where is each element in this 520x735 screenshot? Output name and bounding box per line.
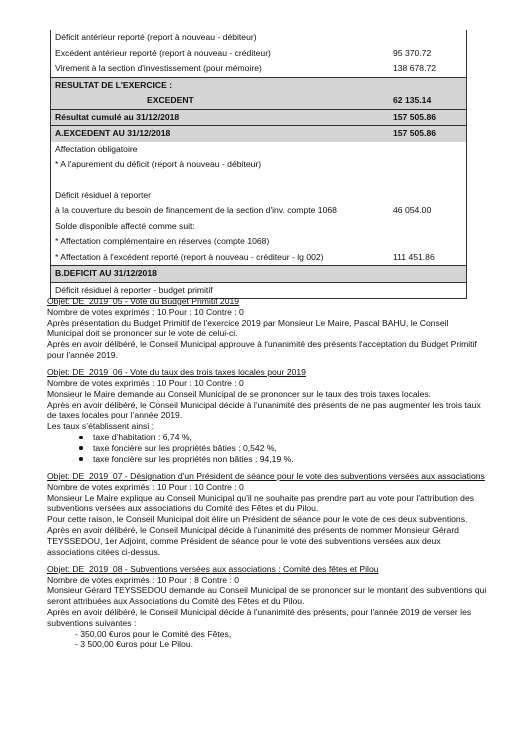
- table-row: [51, 157, 466, 173]
- row-label: * Affectation à l'excédent reporté (report à nouveau - créditeur - lg 002): [55, 251, 324, 262]
- row-value: 157 505.86: [393, 111, 437, 122]
- section-title: Objet: DE_2019_06 - Vote du taux des trois taxes locales pour 2019: [47, 367, 306, 378]
- section-title: Objet: DE_2019_05 - Vote du Budget Primitif 2019: [47, 296, 240, 306]
- section-title: Objet: DE_2019_07 - Désignation d'un Président de séance pour le vote des subventions versées aux associations: [47, 470, 485, 481]
- vote-count: Nombre de votes exprimés : 10 Pour : 10 Contre : 0: [47, 306, 244, 317]
- row-label: Déficit résiduel à reporter - budget primitif: [55, 284, 213, 295]
- table-row: [51, 30, 466, 46]
- paragraph: Monsieur le Maire demande au Conseil Municipal de se prononcer sur le taux des trois taxes locales.: [47, 388, 432, 399]
- list-item: [47, 443, 487, 454]
- list-item-text: taxe foncière sur les propriétés bâties : 0,542 %,: [93, 442, 277, 453]
- paragraph: Après en avoir délibéré, le Conseil Municipal décide à l'unanimité des présents de nommer Monsieur Gérard TEYSSEDOU, 1er Adjoint, comme Président de séance pour le vote des subventions versées aux deux associations citées ci-dessus.: [47, 524, 459, 557]
- table-row: [51, 61, 466, 77]
- paragraph: Après présentation du Budget Primitif de l'exercice 2019 par Monsieur Le Maire, Pascal BAHU, le Conseil Municipal doit se prononcer sur le vote de celui-ci.: [47, 317, 449, 339]
- row-label: Déficit antérieur reporté (report à nouveau - débiteur): [55, 32, 257, 42]
- row-label: * A l'apurement du déficit (report à nouveau - débiteur): [55, 159, 262, 169]
- row-value: [393, 173, 466, 188]
- bullet-icon: [79, 446, 83, 450]
- row-label: Excédent antérieur reporté (report à nouveau - créditeur): [55, 47, 271, 58]
- row-value: 111 451.86: [393, 251, 435, 262]
- row-label: Résultat cumulé au 31/12/2018: [55, 111, 180, 122]
- row-value: [393, 78, 466, 94]
- row-value: [393, 234, 466, 250]
- excedent-total-row: [51, 125, 466, 142]
- row-value: 46 054.00: [393, 205, 432, 215]
- vote-count: Nombre de votes exprimés : 10 Pour : 10 Contre : 0: [47, 378, 244, 389]
- section-title: Objet: DE_2019_08 - Subventions versées aux associations : Comité des fêtes et Pilou: [47, 563, 379, 574]
- row-value: [393, 219, 466, 235]
- paragraph: Après en avoir délibéré, le Conseil Municipal décide à l'unanimité des présents, pour l'année 2019 de verser les subventions suivantes :: [47, 607, 472, 628]
- cumulative-result-row: [51, 109, 466, 126]
- table-row: [51, 188, 466, 204]
- deliberation-section: [47, 367, 487, 464]
- row-label: Virement à la section d'investissement (pour mémoire): [55, 63, 262, 73]
- subsidy-item: - 350,00 €uros pour le Comité des Fêtes,: [75, 628, 232, 639]
- result-header-row: [51, 77, 466, 94]
- paragraph: Pour cette raison, le Conseil Municipal doit élire un Président de séance pour le vote de ces deux subventions.: [47, 514, 468, 525]
- deliberation-section: [47, 564, 487, 650]
- row-label: à la couverture du besoin de financement de la section d'inv. compte 1068: [55, 205, 337, 215]
- list-item: [47, 432, 487, 443]
- row-label: Affectation obligatoire: [55, 143, 138, 154]
- table-row: [51, 46, 466, 62]
- vote-count: Nombre de votes exprimés : 10 Pour : 8 Contre : 0: [47, 574, 240, 585]
- row-value: [393, 266, 466, 282]
- table-row: [51, 203, 466, 219]
- paragraph: Les taux s’établissent ainsi :: [47, 421, 155, 432]
- row-label: Solde disponible affecté comme suit:: [55, 220, 195, 231]
- paragraph: Monsieur Gérard TEYSSEDOU demande au Conseil Municipal de se prononcer sur le montant des subventions qui seront attribuées aux Associations du Comité des Fêtes et du Pilou.: [47, 585, 487, 607]
- table-row: [51, 142, 466, 158]
- row-value: 157 505.86: [393, 128, 437, 138]
- row-label: A.EXCEDENT AU 31/12/2018: [55, 128, 171, 138]
- row-label: Déficit résiduel à reporter: [55, 189, 152, 200]
- table-row: [51, 173, 466, 188]
- row-value: [393, 157, 466, 173]
- table-row: [51, 250, 466, 266]
- subsidy-item: - 3 500,00 €uros pour Le Pilou.: [75, 639, 194, 650]
- budget-allocation-table: [50, 30, 467, 299]
- deficit-header-row: [51, 265, 466, 282]
- row-label: B.DEFICIT AU 31/12/2018: [55, 268, 157, 278]
- row-label: * Affectation complémentaire en réserves (compte 1068): [55, 236, 270, 246]
- deliberation-section: [47, 296, 487, 361]
- row-value: [393, 142, 466, 158]
- row-value: [393, 188, 466, 204]
- tax-rate-list: [47, 432, 487, 464]
- deliberation-section: [47, 471, 487, 557]
- paragraph: Après en avoir délibéré, le Conseil Municipal décide à l’unanimité des présents de ne pas augmenter les trois taux de taxes locales pour l’année 2019.: [47, 399, 481, 421]
- table-row: [51, 234, 466, 250]
- bullet-icon: [79, 457, 83, 461]
- paragraph: Monsieur Le Maire explique au Conseil Municipal qu'il ne souhaite pas prendre part au vote pour l'attribution des subventions versées aux associations du Comité des Fêtes et du Pilou.: [47, 492, 475, 514]
- paragraph: Après en avoir délibéré, le Conseil Municipal approuve à l'unanimité des présents l'acceptation du Budget Primitif pour l'année 2019.: [47, 339, 477, 360]
- row-label: [55, 173, 393, 188]
- row-value: 95 370.72: [393, 47, 432, 58]
- list-item: [47, 454, 487, 465]
- excedent-row: [51, 93, 466, 109]
- row-value: 62 135.14: [393, 95, 432, 105]
- bullet-icon: [79, 436, 83, 440]
- deliberations: [47, 296, 487, 657]
- list-item-text: taxe foncière sur les propriétés non bâties : 94,19 %.: [93, 453, 294, 464]
- row-label: EXCEDENT: [147, 95, 194, 105]
- row-label: RESULTAT DE L'EXERCICE :: [55, 79, 173, 90]
- table-row: [51, 219, 466, 235]
- list-item-text: taxe d’habitation : 6,74 %,: [93, 432, 192, 443]
- row-value: 138 678.72: [393, 63, 437, 73]
- row-value: [393, 30, 466, 46]
- vote-count: Nombre de votes exprimés : 10 Pour : 10 Contre : 0: [47, 481, 244, 492]
